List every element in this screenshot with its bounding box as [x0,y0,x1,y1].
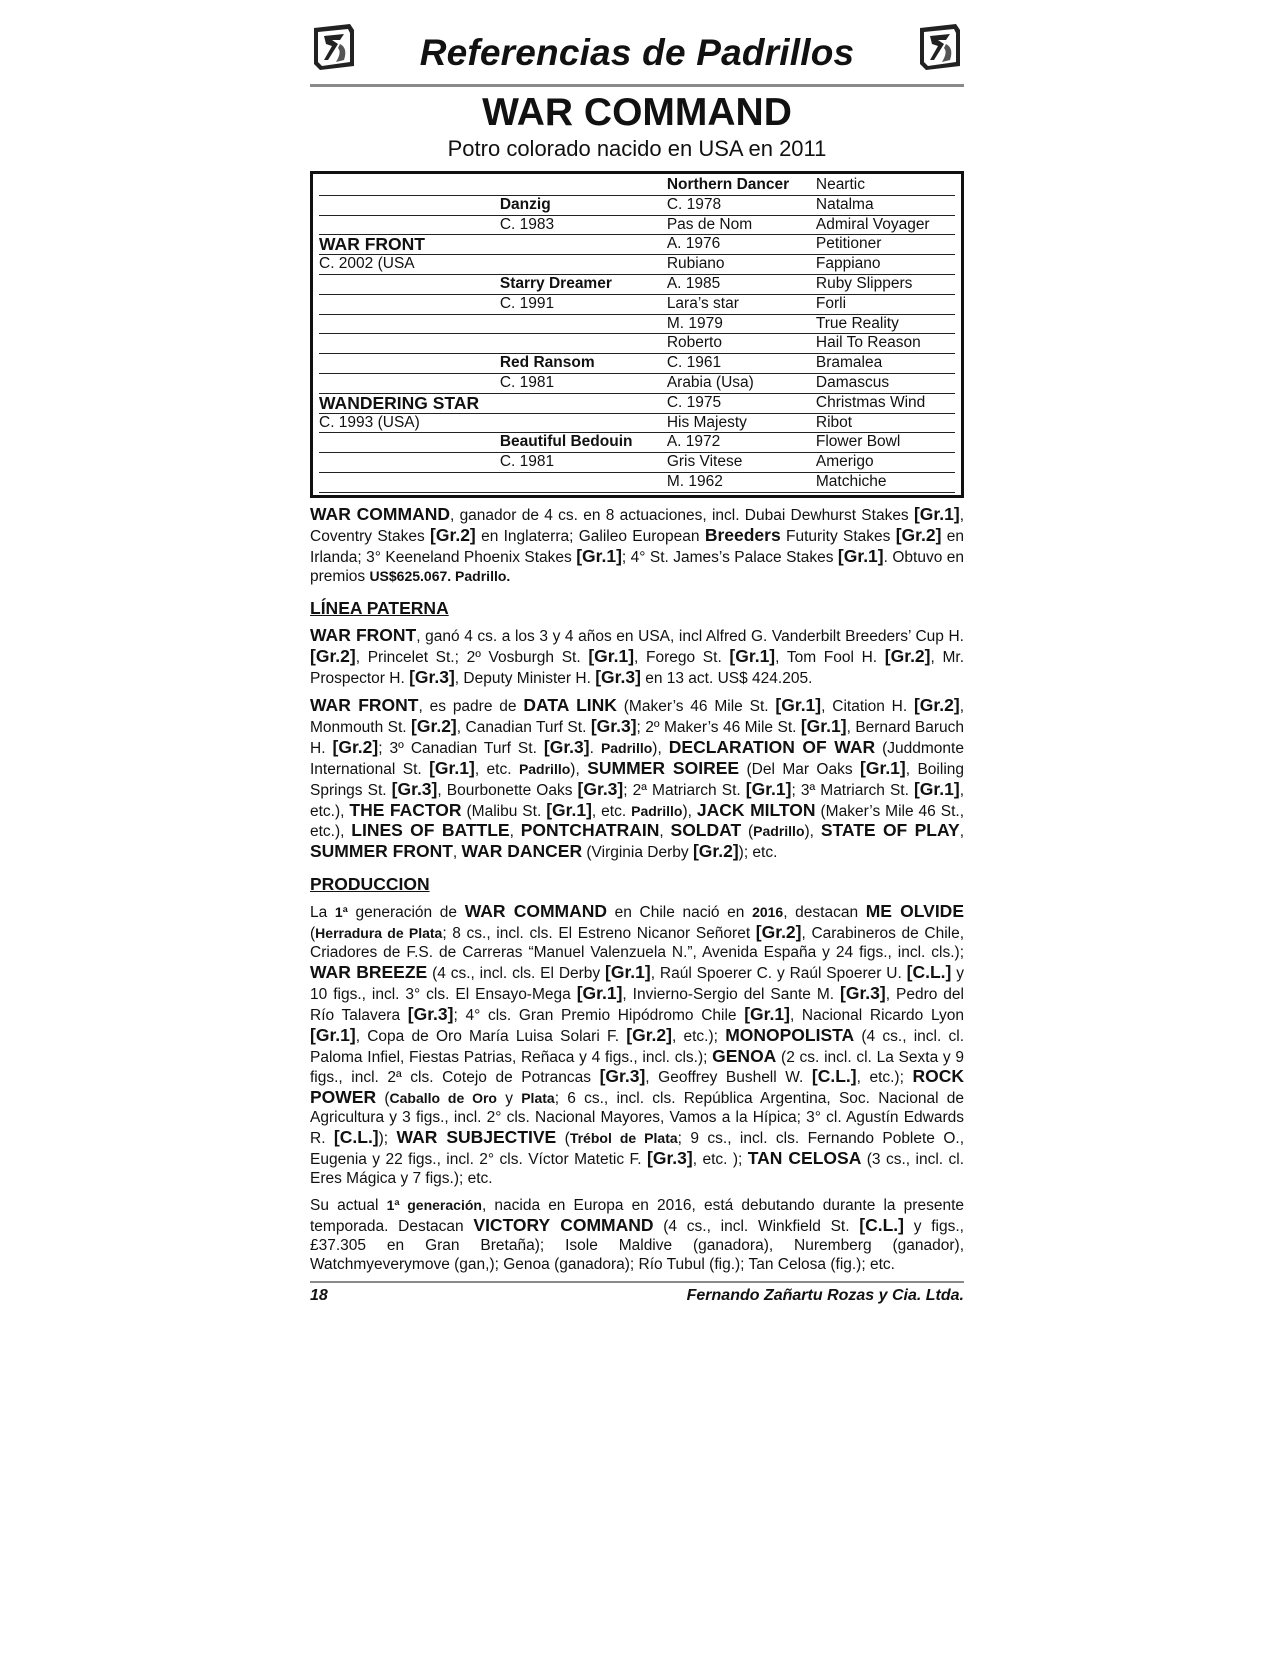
emphasis-text: WAR BREEZE [310,961,428,982]
emphasis-text: [C.L.] [333,1127,379,1148]
emphasis-text: US$625.067. Padrillo. [369,568,511,585]
emphasis-text: [Gr.3] [647,1148,693,1169]
emphasis-text: DECLARATION OF WAR [668,736,876,757]
pedigree-cell: C. 1983 [499,215,555,233]
pedigree-row [319,374,955,394]
body-text-run: , Nacional Ricardo Lyon [789,1006,964,1024]
emphasis-text: ME OLVIDE [865,901,964,922]
page-number: 18 [310,1287,328,1305]
pedigree-cell: Amerigo [815,453,874,471]
emphasis-text: [Gr.1] [913,503,960,524]
body-text-run: , Carabineros de Chile, Criadores de F.S. de Carreras “Manuel Valenzuela N.”, Avenida España y 24 figs., incl. cls.); [310,925,965,961]
body-text-run: , ganó 4 cs. a los 3 y 4 años en USA, incl Alfred G. Vanderbilt Breeders’ Cup H. [416,628,964,646]
body-text-run: , etc.); [856,1069,913,1087]
body-text-run: , [959,823,964,841]
pedigree-cell: Roberto [666,334,722,352]
body-text-run: , Monmouth St. [310,698,965,736]
body-text-run: (4 cs., incl. cl. Paloma Infiel, Fiestas Patrias, Reñaca y 4 figs., incl. cls.); [310,1027,964,1066]
pedigree-cell [319,334,500,353]
emphasis-text: [Gr.3] [595,667,641,688]
pedigree-cell: Ribot [815,413,853,431]
body-text-run: (Maker’s 46 Mile St. [616,698,776,715]
pedigree-cell [500,315,667,334]
pedigree-cell [319,453,500,472]
body-text-run: , ganador de 4 cs. en 8 actuaciones, incl. Dubai Dewhurst Stakes [449,506,914,524]
horse-subtitle: Potro colorado nacido en USA en 2011 [447,136,827,161]
emphasis-text: [Gr.1] [729,646,776,667]
pedigree-row [319,295,955,315]
body-text-run: , Citation H. [821,698,914,715]
pedigree-cell: Starry Dreamer [499,274,612,292]
emphasis-text: [Gr.2] [411,715,457,736]
body-text-run: en Inglaterra; Galileo European [475,527,705,545]
pedigree-cell: A. 1972 [666,433,721,451]
pedigree-cell [319,275,500,294]
pedigree-cell: Damascus [815,373,890,391]
body-text-run: , Forego St. [634,649,730,667]
section-heading-paterna: LÍNEA PATERNA [310,598,449,619]
page-footer [310,1281,964,1305]
pedigree-cell [500,414,667,433]
emphasis-text: MONOPOLISTA [725,1024,855,1045]
body-text-run: (Maker’s Mile 46 St., etc.), [310,802,965,841]
body-text-run: , [509,823,521,841]
pedigree-cell [500,334,667,353]
emphasis-text: [C.L.] [859,1214,904,1235]
emphasis-text: [Gr.1] [744,1003,790,1024]
pedigree-cell: Fappiano [815,255,881,273]
body-text-run: ; 3º Canadian Turf St. [378,739,544,757]
pedigree-row [319,176,955,196]
body-text-run: ); etc. [738,844,778,862]
body-text-run: ); [378,1130,397,1148]
pedigree-cell [319,473,500,492]
emphasis-text: 1ª [334,904,348,921]
horse-name: WAR COMMAND [482,91,792,134]
body-text-run: . Obtuvo en premios [310,548,965,586]
emphasis-text: [Gr.1] [429,757,475,778]
body-text-run: ; 2º Maker’s 46 Mile St. [636,718,801,736]
emphasis-text: TAN CELOSA [747,1148,862,1169]
pedigree-table [310,171,964,498]
paterna-paragraphs [310,626,964,863]
body-text-run: generación de [347,904,465,922]
pedigree-cell: Northern Dancer [666,176,790,193]
body-text-run: Futurity Stakes [780,527,896,545]
pedigree-cell [319,196,500,215]
body-text-run: y 10 figs., incl. 3° cls. El Ensayo-Mega [310,964,964,1003]
body-text-run: (Malibu St. [461,802,547,820]
body-text-run: , Bernard Baruch H. [310,718,964,757]
emphasis-text: [Gr.2] [692,841,739,862]
emphasis-text: JACK MILTON [696,799,816,820]
body-text-run: , Princelet St.; 2º Vosburgh St. [355,649,589,667]
emphasis-text: [Gr.3] [409,667,455,688]
document-page [310,22,964,1305]
pedigree-cell: Flower Bowl [815,433,901,451]
section-heading-produccion: PRODUCCION [310,874,430,895]
pedigree-cell: A. 1976 [666,235,721,253]
body-text-run: (3 cs., incl. cl. Eres Mágica y 7 figs.); etc. [310,1151,965,1187]
paterna-paragraph [310,626,964,689]
pedigree-row [319,334,955,354]
pedigree-cell: Lara’s star [666,294,739,312]
body-text-run: , Canadian Turf St. [456,718,591,736]
body-text-run: , Invierno-Sergio del Sante M. [622,985,841,1003]
emphasis-text: [Gr.3] [590,715,637,736]
emphasis-text: [Gr.1] [860,757,906,778]
body-text-run: ), [804,823,821,841]
emphasis-text: [Gr.2] [913,695,960,715]
body-text-run: en 13 act. US$ 424.205. [640,670,813,688]
pedigree-cell [319,374,500,393]
emphasis-text: VICTORY COMMAND [473,1214,654,1235]
body-text-run: , Coventry Stakes [310,506,964,545]
emphasis-text: WAR FRONT [310,625,417,646]
pedigree-cell: C. 1978 [666,195,722,213]
body-text-run: , Copa de Oro María Luisa Solari F. [355,1027,627,1045]
pedigree-cell: Beautiful Bedouin [499,433,633,451]
body-text-run: ; 4° St. James’s Palace Stakes [621,548,838,566]
emphasis-text: [Gr.1] [913,778,960,799]
emphasis-text: [Gr.3] [599,1066,646,1087]
pedigree-cell: Pas de Nom [666,215,753,233]
horse-head-logo-icon [916,22,964,72]
publisher-name: Fernando Zañartu Rozas y Cia. Ltda. [686,1287,964,1305]
body-text-run: en Irlanda; 3° Keeneland Phoenix Stakes [310,527,964,566]
pedigree-cell: A. 1985 [666,274,721,292]
body-text-run: ), [570,760,588,778]
pedigree-cell [500,235,667,254]
pedigree-cell: Petitioner [815,235,882,253]
emphasis-text: [Gr.2] [755,922,802,943]
body-text-run: , Geoffrey Bushell W. [645,1069,812,1087]
pedigree-cell: C. 1991 [499,294,555,312]
emphasis-text: LINES OF BATTLE [351,820,510,841]
pedigree-cell [500,394,667,413]
pedigree-cell: C. 1993 (USA) [319,413,420,431]
body-text-run: , etc. [474,760,519,778]
pedigree-cell: Admiral Voyager [815,215,930,233]
body-text-run: ; 3ª Matriarch St. [791,781,914,799]
pedigree-cell: Natalma [815,195,874,213]
emphasis-text: [Gr.3] [407,1003,454,1024]
emphasis-text: DATA LINK [523,695,617,715]
emphasis-text: PONTCHATRAIN [520,820,660,841]
body-text-run: , Tom Fool H. [775,649,885,667]
pedigree-cell [500,473,667,492]
pedigree-cell: Matchiche [815,472,887,490]
emphasis-text: [Gr.1] [546,799,592,820]
emphasis-text: [Gr.1] [310,1024,356,1045]
body-text-run: y figs., £37.305 en Gran Bretaña); Isole Maldive (ganadora), Nuremberg (ganador), Watchmyeverymove (gan,); Genoa (ganadora); Río Tubul (fig.); Tan Celosa (fig.); etc. [310,1217,964,1273]
pedigree-cell: WANDERING STAR [319,393,480,413]
emphasis-text: [Gr.1] [588,646,635,667]
pedigree-cell: Rubiano [666,255,725,273]
emphasis-text: Herradura de Plata [315,925,443,942]
pedigree-cell [319,354,500,373]
page-header [310,22,964,82]
emphasis-text: THE FACTOR [349,799,462,820]
pedigree-row [319,433,955,453]
body-text-run: , etc.), [310,781,964,820]
body-text-run: en Chile nació en [607,904,753,922]
emphasis-text: [Gr.2] [895,524,942,545]
emphasis-text: WAR SUBJECTIVE [396,1127,557,1148]
body-text-run: , Pedro del Río Talavera [310,985,964,1024]
emphasis-text: [Gr.2] [310,646,356,667]
emphasis-text: GENOA [712,1045,777,1066]
pedigree-cell: Ruby Slippers [815,274,913,292]
emphasis-text: WAR DANCER [461,841,583,862]
body-text-run: , destacan [783,904,866,922]
emphasis-text: SOLDAT [670,820,742,841]
emphasis-text: SUMMER FRONT [310,841,453,862]
emphasis-text: [Gr.2] [332,736,379,757]
pedigree-row [319,235,955,255]
emphasis-text: [Gr.3] [840,982,886,1003]
body-text-run: ; 9 cs., incl. cls. Fernando Poblete O., Eugenia y 22 figs., incl. 2° cls. Víctor Matetic F. [310,1130,965,1169]
pedigree-row [319,315,955,335]
body-text [310,505,964,1275]
emphasis-text: [C.L.] [811,1066,857,1087]
emphasis-text: Caballo de Oro [389,1090,497,1107]
emphasis-text: [Gr.2] [430,524,476,545]
emphasis-text: WAR COMMAND [464,901,608,922]
emphasis-text: [Gr.3] [391,778,438,799]
body-text-run: (2 cs. incl. cl. La Sexta y 9 figs., incl. 2ª cls. Cotejo de Potrancas [310,1048,964,1087]
emphasis-text: Padrillo [631,802,683,819]
body-text-run: ( [556,1130,570,1148]
body-text-run: ( [376,1090,390,1108]
body-text-run: (4 cs., incl. Winkfield St. [653,1217,860,1235]
emphasis-text: [Gr.2] [884,646,931,667]
body-text-run: , Raúl Spoerer C. y Raúl Spoerer U. [650,964,907,982]
body-text-run: y [496,1090,522,1108]
pedigree-cell: M. 1962 [666,472,723,490]
pedigree-cell: C. 1975 [666,393,722,411]
body-text-run: ), [682,802,697,820]
pedigree-cell [500,176,667,195]
intro-paragraph [310,505,964,588]
body-text-run: ; 4° cls. Gran Premio Hipódromo Chile [453,1006,745,1024]
emphasis-text: ROCK POWER [310,1066,964,1108]
pedigree-cell [319,176,500,195]
pedigree-cell: C. 1981 [499,373,555,391]
body-text-run: ( [741,823,754,841]
body-text-run: La [310,904,335,922]
body-text-run: ), [652,739,669,757]
pedigree-cell: Gris Vitese [666,453,743,471]
pedigree-row [319,394,955,414]
pedigree-cell: C. 2002 (USA [319,255,415,273]
pedigree-cell: Red Ransom [499,354,595,372]
body-text-run: , [452,844,462,862]
emphasis-text: WAR FRONT [310,695,419,715]
pedigree-cell: Forli [815,294,847,312]
body-text-run: , Boiling Springs St. [310,760,965,799]
emphasis-text: [Gr.1] [605,961,651,982]
body-text-run: . [589,739,601,757]
emphasis-text: Padrillo [753,823,805,840]
pedigree-cell [319,315,500,334]
emphasis-text: [C.L.] [906,961,952,982]
body-text-run: , etc. [591,802,632,820]
body-text-run: , etc. ); [692,1151,748,1169]
emphasis-text: 2016 [752,904,784,921]
emphasis-text: [Gr.1] [800,715,847,736]
pedigree-cell: C. 1981 [499,453,555,471]
emphasis-text: Trébol de Plata [569,1130,678,1147]
pedigree-row [319,216,955,236]
produccion-paragraph [310,902,964,1189]
pedigree-row [319,453,955,473]
emphasis-text: [Gr.1] [576,545,622,566]
pedigree-cell: True Reality [815,314,899,332]
body-text-run: ( [310,925,316,943]
emphasis-text: [Gr.3] [543,736,590,757]
pedigree-row [319,255,955,275]
body-text-run: , es padre de [418,698,524,715]
emphasis-text: STATE OF PLAY [820,820,960,841]
body-text-run: (Virginia Derby [582,844,693,862]
body-text-run: Su actual [310,1196,387,1214]
body-text-run: , etc.); [671,1027,726,1045]
pedigree-cell [319,295,500,314]
emphasis-text: Padrillo [518,760,571,777]
pedigree-cell: WAR FRONT [319,235,425,255]
pedigree-row [319,414,955,434]
pedigree-row [319,196,955,216]
pedigree-cell: M. 1979 [666,314,723,332]
pedigree-cell: Christmas Wind [815,393,926,411]
body-text-run: (4 cs., incl. cls. El Derby [427,964,606,982]
body-text-run: , Deputy Minister H. [454,670,596,688]
header-title: Referencias de Padrillos [419,32,855,73]
emphasis-text: [Gr.1] [775,695,822,715]
body-text-run: , Bourbonette Oaks [437,781,578,799]
body-text-run: (Juddmonte International St. [310,739,964,778]
emphasis-text: [Gr.3] [577,778,624,799]
pedigree-cell: Arabia (Usa) [666,373,754,391]
pedigree-row [319,275,955,295]
pedigree-cell: Neartic [815,176,865,193]
emphasis-text: [Gr.1] [745,778,792,799]
pedigree-cell: His Majesty [666,413,747,431]
body-text-run: , Mr. Prospector H. [310,649,964,688]
emphasis-text: 1ª generación [386,1196,482,1213]
emphasis-text: SUMMER SOIREE [587,757,740,778]
pedigree-cell [319,433,500,452]
pedigree-cell: Hail To Reason [815,334,921,352]
emphasis-text: Plata [521,1090,555,1107]
body-text-run: ; 6 cs., incl. cls. República Argentina, Soc. Nacional de Agricultura y 3 figs., incl. 2° cls. Nacional Mayores, Vamos a la Hípica; 3° cl. Agustín Edwards R. [310,1090,964,1148]
pedigree-row [319,354,955,374]
emphasis-text: [Gr.2] [626,1024,672,1045]
pedigree-cell [319,216,500,235]
paterna-paragraph [310,696,964,863]
body-text-run: , [659,823,671,841]
pedigree-row [319,473,955,493]
body-text-run: ; 8 cs., incl. cls. El Estreno Nicanor Señoret [442,925,756,943]
body-text-run: , nacida en Europa en 2016, está debutando durante la presente temporada. Destacan [310,1196,964,1235]
pedigree-cell [500,255,667,274]
produccion-paragraphs [310,902,964,1274]
produccion-paragraph [310,1196,964,1275]
header-rule [310,84,964,87]
emphasis-text: WAR COMMAND [310,503,450,524]
body-text-run: (Del Mar Oaks [739,760,861,778]
emphasis-text: Padrillo [600,739,653,756]
pedigree-cell: C. 1961 [666,354,722,372]
emphasis-text: [Gr.1] [576,982,623,1003]
body-text-run: ; 2ª Matriarch St. [623,781,746,799]
pedigree-cell: Danzig [499,195,551,213]
emphasis-text: Breeders [704,524,781,545]
emphasis-text: [Gr.1] [837,545,884,566]
pedigree-cell: Bramalea [815,354,883,372]
